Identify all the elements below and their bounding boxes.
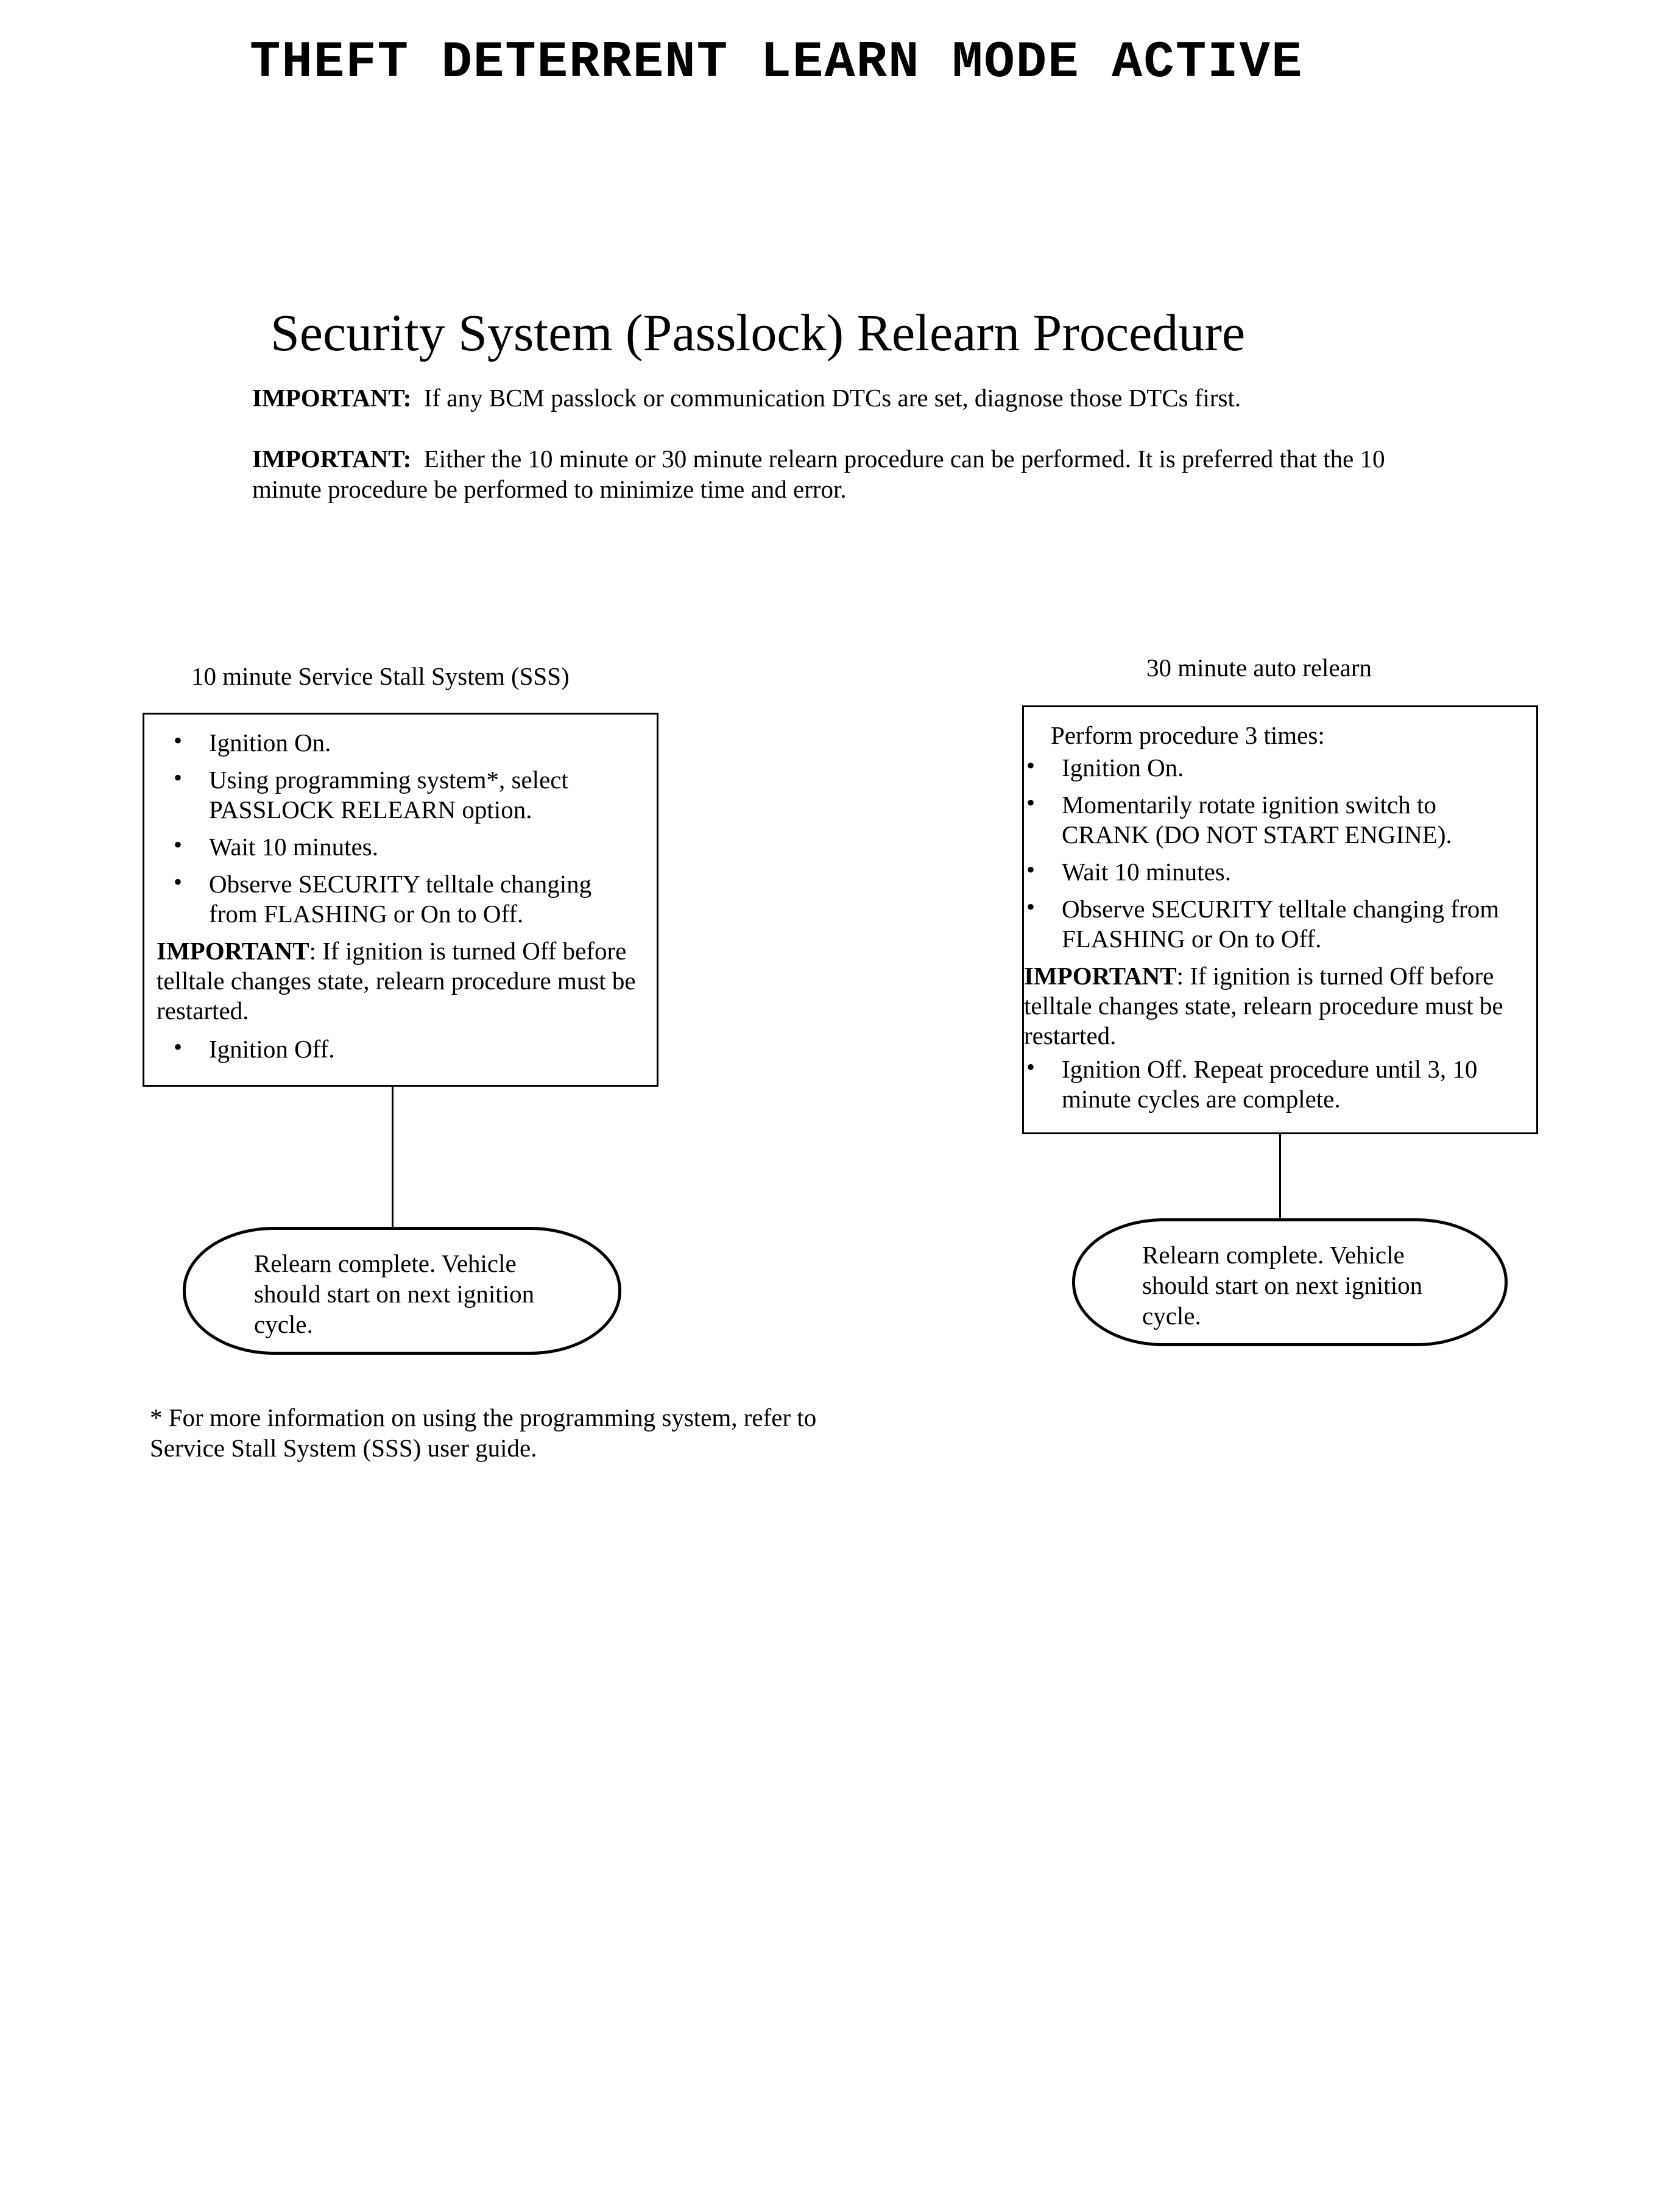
step-item: • Observe SECURITY telltale changing from FLASHING or On to Off. <box>1026 894 1526 954</box>
important-note-2 <box>252 443 1410 504</box>
left-connector-line <box>392 1087 394 1228</box>
right-procedure-heading: 30 minute auto relearn <box>1146 654 1372 682</box>
procedure-lead: Perform procedure 3 times: <box>1051 721 1325 749</box>
mode-title: THEFT DETERRENT LEARN MODE ACTIVE <box>250 34 1304 92</box>
left-final-list <box>174 1034 644 1064</box>
important-text: If any BCM passlock or communication DTCs are set, diagnose those DTCs first. <box>423 384 1241 412</box>
step-item: • Momentarily rotate ignition switch to CRANK (DO NOT START ENGINE). <box>1026 790 1526 850</box>
step-item: • Wait 10 minutes. <box>174 832 644 862</box>
footnote: * For more information on using the programming system, refer to Service Stall System (SSS) user guide. <box>150 1403 817 1462</box>
page-title: Security System (Passlock) Relearn Procedure <box>270 303 1246 362</box>
note-label: IMPORTANT <box>1024 962 1177 990</box>
step-item: • Ignition On. <box>174 728 644 758</box>
right-important-note <box>1024 961 1526 1051</box>
left-result-terminator <box>183 1227 621 1355</box>
important-label: IMPORTANT: <box>252 384 412 412</box>
right-procedure-box <box>1022 705 1538 1134</box>
result-text: Relearn complete. Vehicle should start on next ignition cycle. <box>254 1249 535 1338</box>
right-final-list <box>1026 1054 1526 1114</box>
left-important-note <box>157 936 644 1026</box>
note-text: : If ignition is turned Off before telltale changes state, relearn procedure must be restarted. <box>157 937 636 1025</box>
right-step-list <box>1026 753 1526 954</box>
step-item: • Wait 10 minutes. <box>1026 857 1526 887</box>
final-step-item: • Ignition Off. <box>174 1034 644 1064</box>
step-item: • Ignition On. <box>1026 753 1526 783</box>
result-text: Relearn complete. Vehicle should start on next ignition cycle. <box>1142 1241 1423 1330</box>
step-item: • Observe SECURITY telltale changing from FLASHING or On to Off. <box>174 869 644 929</box>
important-note-1 <box>252 383 1470 413</box>
right-connector-line <box>1279 1134 1281 1220</box>
left-step-list <box>174 728 644 929</box>
step-item: • Using programming system*, select PASSLOCK RELEARN option. <box>174 765 644 825</box>
note-label: IMPORTANT <box>157 937 309 965</box>
left-procedure-box <box>143 713 658 1087</box>
note-text: : If ignition is turned Off before telltale changes state, relearn procedure must be restarted. <box>1024 962 1503 1050</box>
important-text: Either the 10 minute or 30 minute relearn procedure can be performed. It is preferred that the 10 minute procedure be performed to minimize time and error. <box>252 445 1385 503</box>
final-step-item: • Ignition Off. Repeat procedure until 3, 10 minute cycles are complete. <box>1026 1054 1526 1114</box>
left-procedure-heading: 10 minute Service Stall System (SSS) <box>191 662 570 690</box>
important-label: IMPORTANT: <box>252 445 412 473</box>
right-result-terminator <box>1072 1218 1508 1346</box>
